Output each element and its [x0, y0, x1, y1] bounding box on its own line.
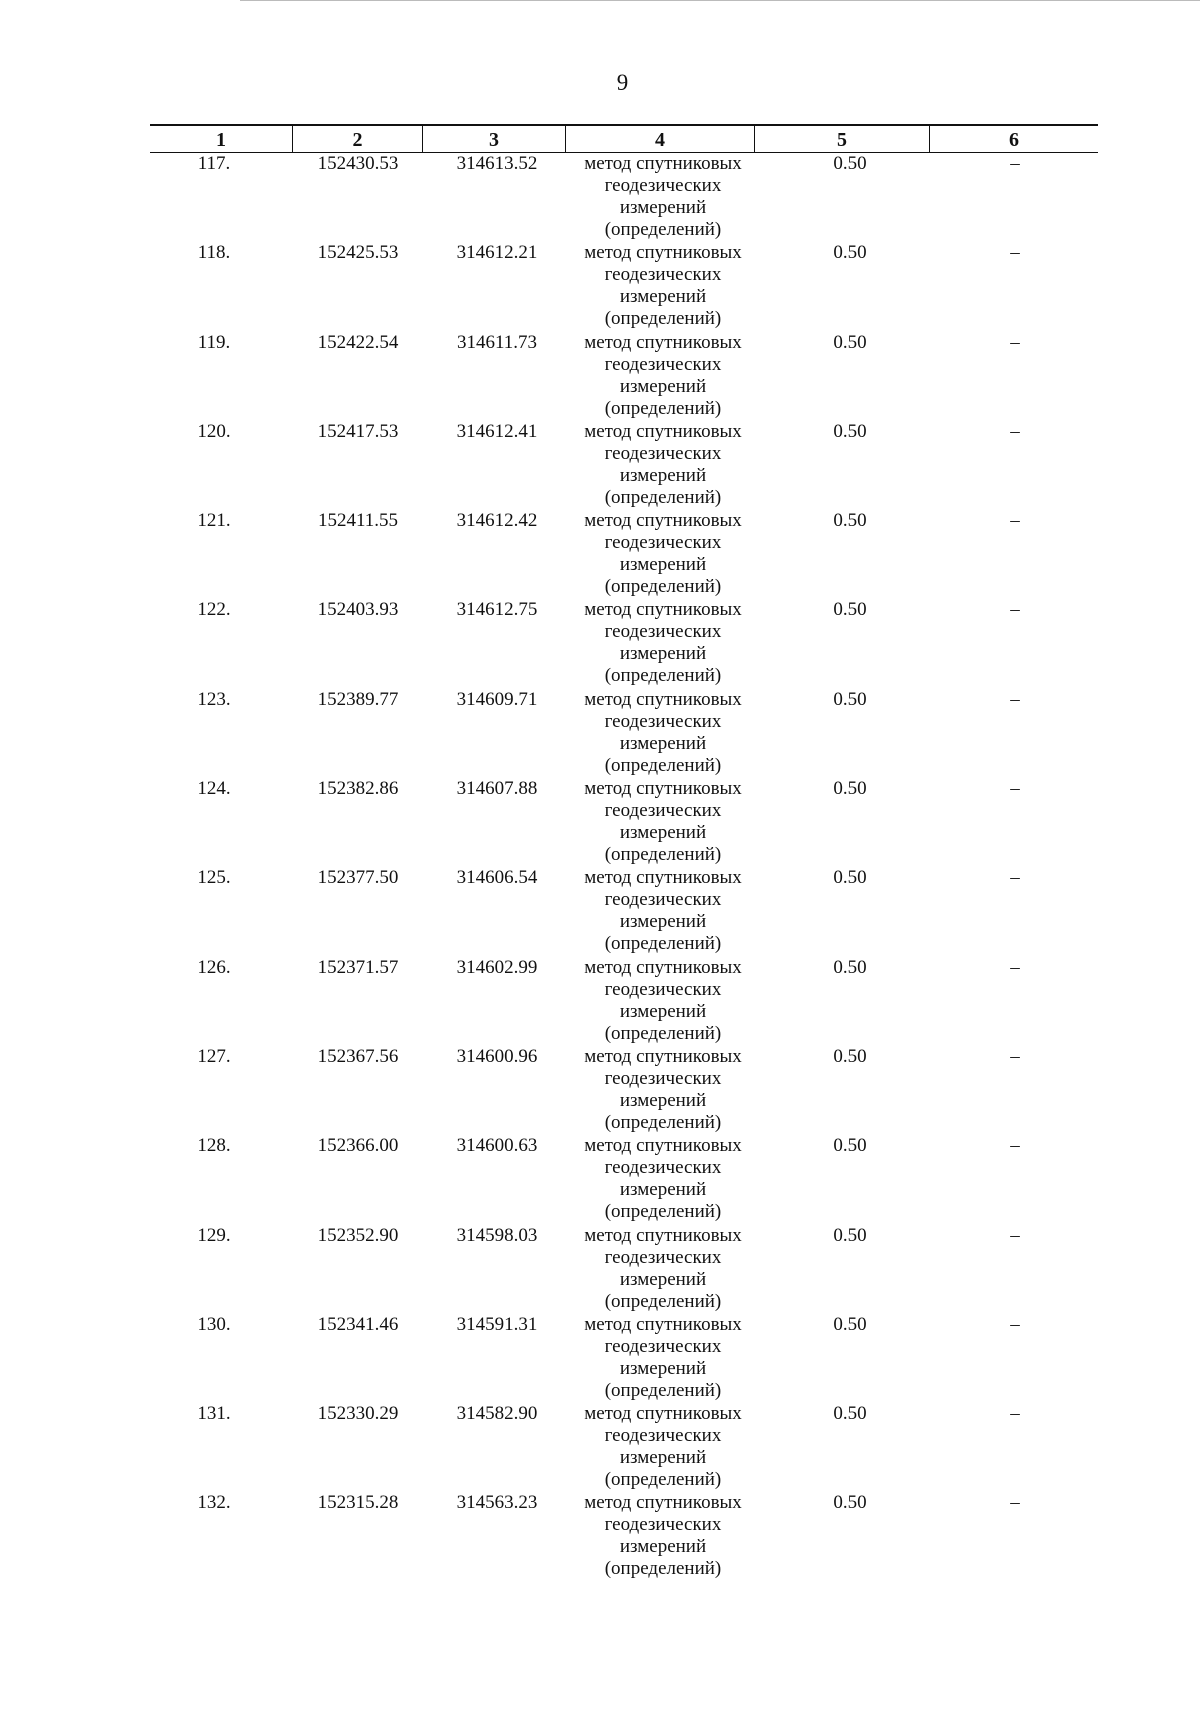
accuracy-value: 0.50: [833, 242, 867, 264]
method-line: геодезических: [604, 800, 722, 822]
note-value: –: [1010, 153, 1020, 174]
point-number: 118.: [197, 242, 231, 264]
method-line: геодезических: [604, 532, 722, 554]
point-number: 123.: [197, 688, 231, 710]
method-line: метод спутниковых: [584, 1403, 742, 1425]
method-line: геодезических: [604, 710, 722, 732]
accuracy-value: 0.50: [833, 778, 867, 800]
method-description: [563, 599, 763, 687]
method-line: измерений: [619, 286, 707, 308]
coord-x: 152389.77: [317, 688, 399, 710]
accuracy-value: 0.50: [833, 688, 867, 710]
method-description: [563, 1314, 763, 1402]
method-line: геодезических: [604, 1246, 722, 1268]
coord-y: 314600.96: [456, 1045, 538, 1067]
method-line: измерений: [619, 1447, 707, 1469]
method-line: метод спутниковых: [584, 778, 742, 800]
method-line: измерений: [619, 1089, 707, 1111]
method-line: метод спутниковых: [584, 956, 742, 978]
method-line: геодезических: [604, 889, 722, 911]
point-number: 132.: [197, 1492, 231, 1514]
point-number: 126.: [197, 956, 231, 978]
coord-y: 314563.23: [456, 1492, 538, 1514]
method-line: геодезических: [604, 175, 722, 196]
coord-y: 314612.42: [456, 510, 538, 532]
point-number: 121.: [197, 510, 231, 532]
accuracy-value: 0.50: [833, 599, 867, 621]
method-line: метод спутниковых: [584, 1313, 742, 1335]
method-description: [563, 510, 763, 598]
method-description: [563, 778, 763, 866]
method-line: геодезических: [604, 442, 722, 464]
coord-x: 152377.50: [317, 867, 399, 889]
coord-y: 314600.63: [456, 1135, 538, 1157]
point-number: 125.: [197, 867, 231, 889]
note-value: –: [1010, 510, 1020, 532]
method-description: [563, 1135, 763, 1223]
note-value: –: [1010, 420, 1020, 442]
method-line: геодезических: [604, 1514, 722, 1536]
header-col-4: 4: [565, 126, 754, 152]
method-line: измерений: [619, 197, 707, 218]
method-line: (определений): [604, 933, 722, 955]
table-row: [150, 1403, 1098, 1492]
point-number: 127.: [197, 1045, 231, 1067]
header-col-5: 5: [754, 126, 929, 152]
header-col-1: 1: [216, 129, 226, 151]
method-line: (определений): [604, 397, 722, 419]
note-value: –: [1010, 242, 1020, 264]
method-line: метод спутниковых: [584, 1492, 742, 1514]
method-line: (определений): [604, 665, 722, 687]
table-header-row: [150, 124, 1098, 153]
note-value: –: [1010, 956, 1020, 978]
point-number: 124.: [197, 778, 231, 800]
method-line: (определений): [604, 1558, 722, 1580]
note-value: –: [1010, 778, 1020, 800]
coord-y: 314607.88: [456, 778, 538, 800]
accuracy-value: 0.50: [833, 153, 867, 174]
table-row: [150, 1046, 1098, 1135]
method-description: [563, 1225, 763, 1313]
coord-x: 152330.29: [317, 1403, 399, 1425]
coord-x: 152422.54: [317, 331, 399, 353]
method-line: измерений: [619, 1357, 707, 1379]
coord-x: 152430.53: [317, 153, 399, 174]
accuracy-value: 0.50: [833, 1135, 867, 1157]
method-line: измерений: [619, 1000, 707, 1022]
coord-y: 314612.21: [456, 242, 538, 264]
point-number: 119.: [197, 331, 231, 353]
coord-y: 314591.31: [456, 1313, 538, 1335]
coordinates-table: [150, 124, 1098, 1582]
coord-x: 152411.55: [317, 510, 399, 532]
note-value: –: [1010, 1403, 1020, 1425]
table-row: [150, 957, 1098, 1046]
method-line: геодезических: [604, 1425, 722, 1447]
accuracy-value: 0.50: [833, 867, 867, 889]
note-value: –: [1010, 599, 1020, 621]
method-line: (определений): [604, 576, 722, 598]
table-body: [150, 153, 1098, 1582]
coord-x: 152315.28: [317, 1492, 399, 1514]
coord-x: 152425.53: [317, 242, 399, 264]
point-number: 129.: [197, 1224, 231, 1246]
coord-x: 152382.86: [317, 778, 399, 800]
method-line: измерений: [619, 375, 707, 397]
coord-x: 152371.57: [317, 956, 399, 978]
method-line: (определений): [604, 486, 722, 508]
method-description: [563, 1046, 763, 1134]
table-row: [150, 867, 1098, 956]
coord-y: 314609.71: [456, 688, 538, 710]
method-line: (определений): [604, 1379, 722, 1401]
note-value: –: [1010, 1224, 1020, 1246]
coord-y: 314611.73: [456, 331, 538, 353]
table-row: [150, 1225, 1098, 1314]
accuracy-value: 0.50: [833, 1313, 867, 1335]
method-line: метод спутниковых: [584, 1135, 742, 1157]
method-line: (определений): [604, 219, 722, 240]
method-line: измерений: [619, 732, 707, 754]
table-row: [150, 599, 1098, 688]
coord-y: 314612.75: [456, 599, 538, 621]
coord-x: 152403.93: [317, 599, 399, 621]
coord-y: 314598.03: [456, 1224, 538, 1246]
method-description: [563, 1403, 763, 1491]
method-line: геодезических: [604, 353, 722, 375]
table-row: [150, 242, 1098, 331]
method-line: измерений: [619, 1536, 707, 1558]
scan-edge-line: [240, 0, 1200, 1]
note-value: –: [1010, 1135, 1020, 1157]
method-line: измерений: [619, 1179, 707, 1201]
coord-x: 152417.53: [317, 420, 399, 442]
method-line: геодезических: [604, 978, 722, 1000]
page-number: 9: [616, 70, 629, 95]
method-line: измерений: [619, 911, 707, 933]
note-value: –: [1010, 1492, 1020, 1514]
accuracy-value: 0.50: [833, 1224, 867, 1246]
coord-x: 152367.56: [317, 1045, 399, 1067]
coord-x: 152341.46: [317, 1313, 399, 1335]
method-line: (определений): [604, 1290, 722, 1312]
point-number: 117.: [197, 153, 231, 174]
method-description: [563, 867, 763, 955]
method-line: геодезических: [604, 1067, 722, 1089]
coord-y: 314612.41: [456, 420, 538, 442]
method-description: [563, 1492, 763, 1580]
table-row: [150, 332, 1098, 421]
method-description: [563, 421, 763, 509]
accuracy-value: 0.50: [833, 956, 867, 978]
header-col-6: 6: [929, 126, 1098, 152]
coord-x: 152366.00: [317, 1135, 399, 1157]
coord-x: 152352.90: [317, 1224, 399, 1246]
method-line: метод спутниковых: [584, 688, 742, 710]
method-line: метод спутниковых: [584, 510, 742, 532]
method-line: измерений: [619, 464, 707, 486]
method-line: (определений): [604, 308, 722, 330]
table-row: [150, 510, 1098, 599]
note-value: –: [1010, 867, 1020, 889]
method-line: (определений): [604, 1201, 722, 1223]
coord-y: 314582.90: [456, 1403, 538, 1425]
method-line: (определений): [604, 1111, 722, 1133]
method-line: (определений): [604, 1022, 722, 1044]
method-description: [563, 153, 763, 241]
accuracy-value: 0.50: [833, 331, 867, 353]
note-value: –: [1010, 1313, 1020, 1335]
method-line: измерений: [619, 1268, 707, 1290]
method-line: геодезических: [604, 1157, 722, 1179]
coord-y: 314613.52: [456, 153, 538, 174]
method-line: метод спутниковых: [584, 242, 742, 264]
point-number: 130.: [197, 1313, 231, 1335]
table-row: [150, 421, 1098, 510]
method-description: [563, 242, 763, 330]
method-line: метод спутниковых: [584, 153, 742, 174]
method-line: измерений: [619, 822, 707, 844]
method-line: метод спутниковых: [584, 599, 742, 621]
coord-y: 314602.99: [456, 956, 538, 978]
note-value: –: [1010, 1045, 1020, 1067]
method-line: геодезических: [604, 1335, 722, 1357]
header-col-3: 3: [422, 126, 565, 152]
accuracy-value: 0.50: [833, 420, 867, 442]
method-description: [563, 957, 763, 1045]
accuracy-value: 0.50: [833, 1403, 867, 1425]
note-value: –: [1010, 331, 1020, 353]
method-description: [563, 689, 763, 777]
accuracy-value: 0.50: [833, 1045, 867, 1067]
table-row: [150, 1314, 1098, 1403]
point-number: 131.: [197, 1403, 231, 1425]
method-line: (определений): [604, 754, 722, 776]
table-row: [150, 1492, 1098, 1581]
method-line: метод спутниковых: [584, 420, 742, 442]
coord-y: 314606.54: [456, 867, 538, 889]
table-row: [150, 1135, 1098, 1224]
table-row: [150, 778, 1098, 867]
table-row: [150, 153, 1098, 242]
point-number: 128.: [197, 1135, 231, 1157]
method-line: (определений): [604, 1469, 722, 1491]
method-line: метод спутниковых: [584, 867, 742, 889]
accuracy-value: 0.50: [833, 1492, 867, 1514]
point-number: 122.: [197, 599, 231, 621]
method-line: измерений: [619, 554, 707, 576]
method-line: метод спутниковых: [584, 331, 742, 353]
method-description: [563, 332, 763, 420]
point-number: 120.: [197, 420, 231, 442]
header-col-2: 2: [292, 126, 422, 152]
note-value: –: [1010, 688, 1020, 710]
method-line: (определений): [604, 844, 722, 866]
table-row: [150, 689, 1098, 778]
method-line: метод спутниковых: [584, 1045, 742, 1067]
method-line: измерений: [619, 643, 707, 665]
method-line: геодезических: [604, 621, 722, 643]
accuracy-value: 0.50: [833, 510, 867, 532]
method-line: геодезических: [604, 264, 722, 286]
method-line: метод спутниковых: [584, 1224, 742, 1246]
